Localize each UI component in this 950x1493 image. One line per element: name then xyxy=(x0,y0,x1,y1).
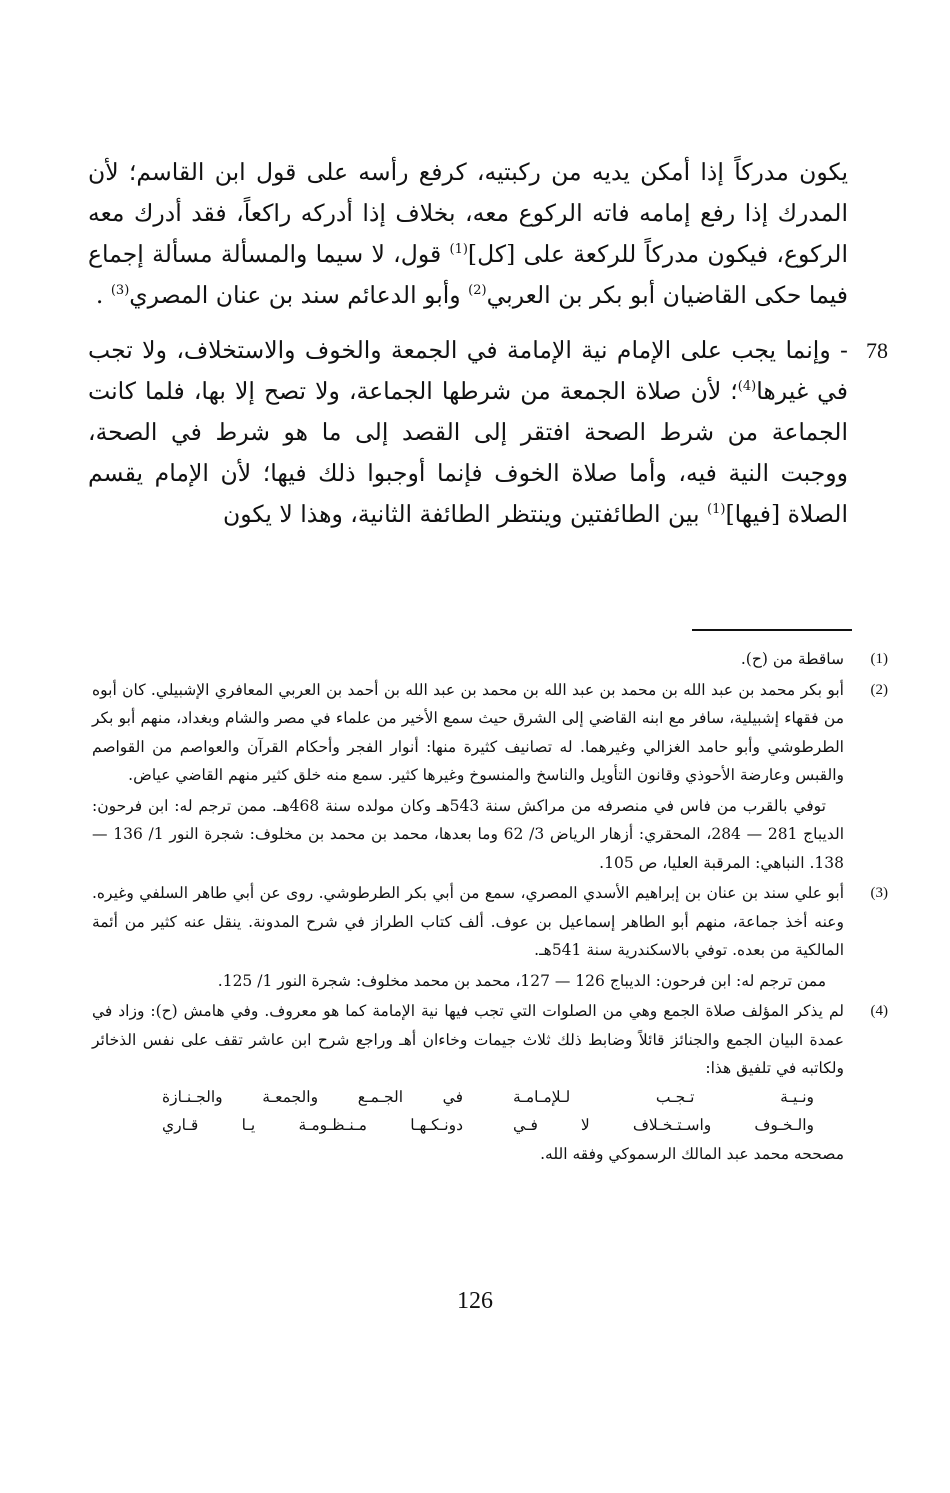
verse-hemistich: دونـكـهـا مـنـظـومـة يـا قـاري xyxy=(162,1116,463,1134)
footnote-subtext: ممن ترجم له: ابن فرحون: الديباج 126 — 127، محمد بن محمد مخلوف: شجرة النور 1/ 125. xyxy=(217,971,826,990)
footnote-number: (1) xyxy=(870,651,888,667)
text-run: . xyxy=(95,281,111,309)
footnote-2 xyxy=(92,676,888,878)
verse-hemistich: في الجـمـع والجمعـة والجـنـازة xyxy=(162,1087,463,1106)
footnote-subtext: توفي بالقرب من فاس في منصرفه من مراكش سنة 543هـ وكان مولده سنة 468هـ. ممن ترجم له: ابن فرحون: الديباج 281 — 284، المحقري: أزهار الرياض 3/ 62 وما بعدها، محمد بن محمد بن مخلوف: شجرة النور 1/ 136 — 138. النباهي: المرقبة العليا، ص 105. xyxy=(92,796,845,872)
footnotes xyxy=(92,645,888,1170)
footnote-ref: (2) xyxy=(468,283,487,299)
verse-block xyxy=(162,1083,814,1140)
verse-signature: مصححه محمد عبد المالك الرسموكي وفقه الله. xyxy=(540,1144,844,1163)
text-run: يكون مدركاً إذا أمكن يديه من ركبتيه، كرفع رأسه على قول ابن القاسم؛ لأن المدرك إذا رفع إمامه فاته الركوع معه، بخلاف إذا أدركه راكعاً، فقد أدرك معه الركوع، فيكون مدركاً للركعة على [كل] xyxy=(88,158,848,268)
paragraph-continuation xyxy=(88,152,848,316)
footnote-number: (3) xyxy=(870,885,888,901)
footnote-1 xyxy=(92,645,888,674)
footnote-text: أبو علي سند بن عنان بن إبراهيم الأسدي المصري، سمع من أبي بكر الطرطوشي. روى عن أبي طاهر السلفي وغيره. وعنه أخذ جماعة، منهم أبو الطاهر إسماعيل بن عوف. ألف كتاب الطراز في شرح المدونة. ينقل عنه كثير من أئمة المالكية من بعده. توفي بالاسكندرية سنة 541هـ. xyxy=(92,884,844,959)
paragraph-78 xyxy=(88,330,888,535)
page-number: 126 xyxy=(457,1288,493,1314)
footnote-separator xyxy=(692,629,852,631)
footnote-4 xyxy=(92,997,888,1168)
footnote-ref: (3) xyxy=(110,283,130,299)
main-text xyxy=(88,152,888,535)
text-run: وأبو الدعائم سند بن عنان المصري xyxy=(129,281,469,309)
footnote-number: (2) xyxy=(870,681,888,698)
verse-hemistich: والـخـوف واسـتـخـلاف لا فـي xyxy=(513,1116,814,1134)
paragraph-number: 78 xyxy=(866,338,888,363)
footnote-text: لم يذكر المؤلف صلاة الجمع وهي من الصلوات التي تجب فيها نية الإمامة كما هو معروف. وفي هامش (ح): وزاد في عمدة البيان الجمع والجنائز قائلاً وضابط ذلك ثلاث جيمات وخاءان أهـ وراجع شرح ابن عاشر تقف على نفس الذخائر ولكاتبه في تلفيق هذا: xyxy=(92,1002,844,1077)
footnote-3 xyxy=(92,879,888,995)
text-run: قول، لا سيما والمسألة مسألة إجماع فيما حكى القاضيان أبو بكر بن العربي xyxy=(88,240,848,309)
footnote-ref: (1) xyxy=(449,242,468,258)
text-run: ؛ لأن صلاة الجمعة من شرطها الجماعة، ولا تصح إلا بها، فلما كانت الجماعة من شرط الصحة افتقر إلى القصد إلى ما هو شرط في الصحة، ووجبت النية فيه، وأما صلاة الخوف فإنما أوجبوا ذلك فيها؛ لأن الإمام يقسم الصلاة [فيها] xyxy=(88,377,848,528)
footnote-text: أبو بكر محمد بن عبد الله بن محمد بن عبد الله بن محمد بن عبد الله بن أحمد بن العربي المعافري الإشبيلي. كان أبوه من فقهاء إشبيلية، سافر مع ابنه القاضي إلى الشرق حيث سمع الأخير من علماء في مصر والشام وبغداد، منهم أبو بكر الطرطوشي وأبو حامد الغزالي وغيرهما. له تصانيف كثيرة منها: أنوار الفجر وأحكام القرآن والعواصم من القواصم والقبس وعارضة الأحوذي وقانون التأويل والناسخ والمنسوخ وغيرها كثير. سمع منه خلق كثير منهم القاضي عياض. xyxy=(92,680,844,784)
footnote-text: ساقطة من (ح). xyxy=(740,650,844,668)
text-run: بين الطائفتين وينتظر الطائفة الثانية، وهذا لا يكون xyxy=(222,500,708,528)
text-run: - وإنما يجب على الإمام نية الإمامة في الجمعة والخوف والاستخلاف، ولا تجب في غيرها xyxy=(88,336,848,405)
footnote-ref: (4) xyxy=(737,379,757,395)
verse-hemistich: ونـيـة تـجـب لـلإمـامـة xyxy=(513,1087,814,1106)
footnote-number: (4) xyxy=(870,1003,888,1019)
footnote-ref: (1) xyxy=(707,502,726,518)
